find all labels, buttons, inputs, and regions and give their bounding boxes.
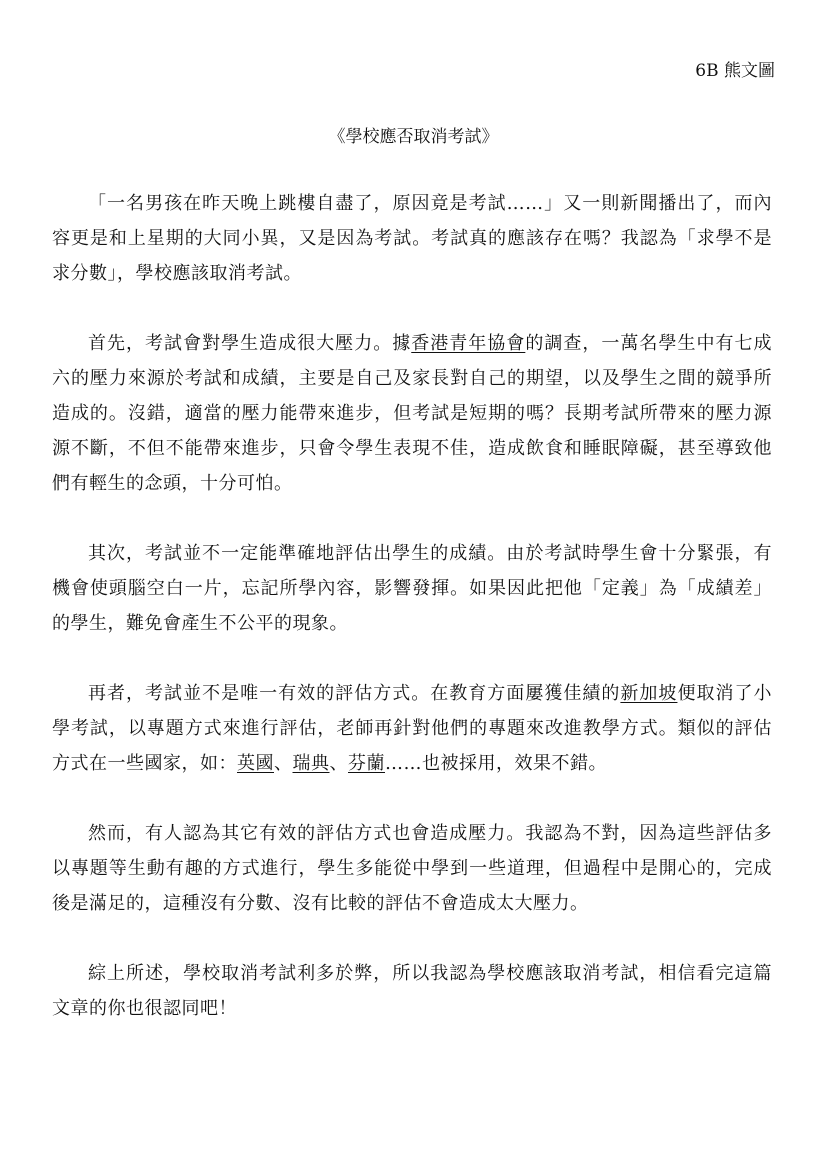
- paragraph-conclusion: 綜上所述，學校取消考試利多於弊，所以我認為學校應該取消考試，相信看完這篇文章的你也很認同吧！: [52, 963, 772, 1019]
- essay-title: 《學校應否取消考試》: [328, 127, 499, 147]
- paragraph-text: 再者，考試並不是唯一有效的評估方式。在教育方面屢獲佳績的: [88, 683, 621, 704]
- list-separator: 、: [329, 753, 348, 774]
- place-name-singapore: 新加坡: [620, 683, 678, 704]
- paragraph-text: 的調查，一萬名學生中有七成六的壓力來源於考試和成績，主要是自己及家長對自己的期望，以及學生之間的競爭所造成的。沒錯，適當的壓力能帶來進步，但考試是短期的嗎？長期考試所帶來的壓力源源不斷，不但不能帶來進步，只會令學生表現不佳，造成飲食和睡眠障礙，甚至導致他們有輕生的念頭，十分可怕。: [52, 333, 773, 494]
- paragraph-pressure: [52, 326, 772, 501]
- author-line: 6B 熊文圖: [695, 61, 775, 81]
- paragraph-text: 首先，考試會對學生造成很大壓力。據: [88, 333, 412, 354]
- list-separator: 、: [274, 753, 293, 774]
- paragraph-text: 便取消了小學考試，以專題方式來進行評估，老師再針對他們的專題來改進教學方式。類似的評估方式在一些國家，如：: [52, 683, 773, 774]
- paragraph-text: ……也被採用，效果不錯。: [385, 753, 607, 774]
- organization-name: 香港青年協會: [411, 333, 526, 354]
- paragraph-rebuttal: 然而，有人認為其它有效的評估方式也會造成壓力。我認為不對，因為這些評估多以專題等生動有趣的方式進行，學生多能從中學到一些道理，但過程中是開心的，完成後是滿足的，這種沒有分數、沒有比較的評估不會造成太大壓力。: [52, 823, 772, 914]
- paragraph-accuracy: 其次，考試並不一定能準確地評估出學生的成績。由於考試時學生會十分緊張，有機會使頭腦空白一片，忘記所學內容，影響發揮。如果因此把他「定義」為「成績差」的學生，難免會產生不公平的現象。: [52, 543, 772, 634]
- place-name-sweden: 瑞典: [292, 753, 330, 774]
- place-name-finland: 芬蘭: [348, 753, 385, 774]
- paragraph-alternatives: [52, 676, 772, 781]
- place-name-uk: 英國: [237, 753, 274, 774]
- paragraph-intro: 「一名男孩在昨天晚上跳樓自盡了，原因竟是考試……」又一則新聞播出了，而內容更是和上星期的大同小異，又是因為考試。考試真的應該存在嗎？我認為「求學不是求分數」，學校應該取消考試。: [52, 193, 772, 284]
- essay-body: [52, 186, 772, 1061]
